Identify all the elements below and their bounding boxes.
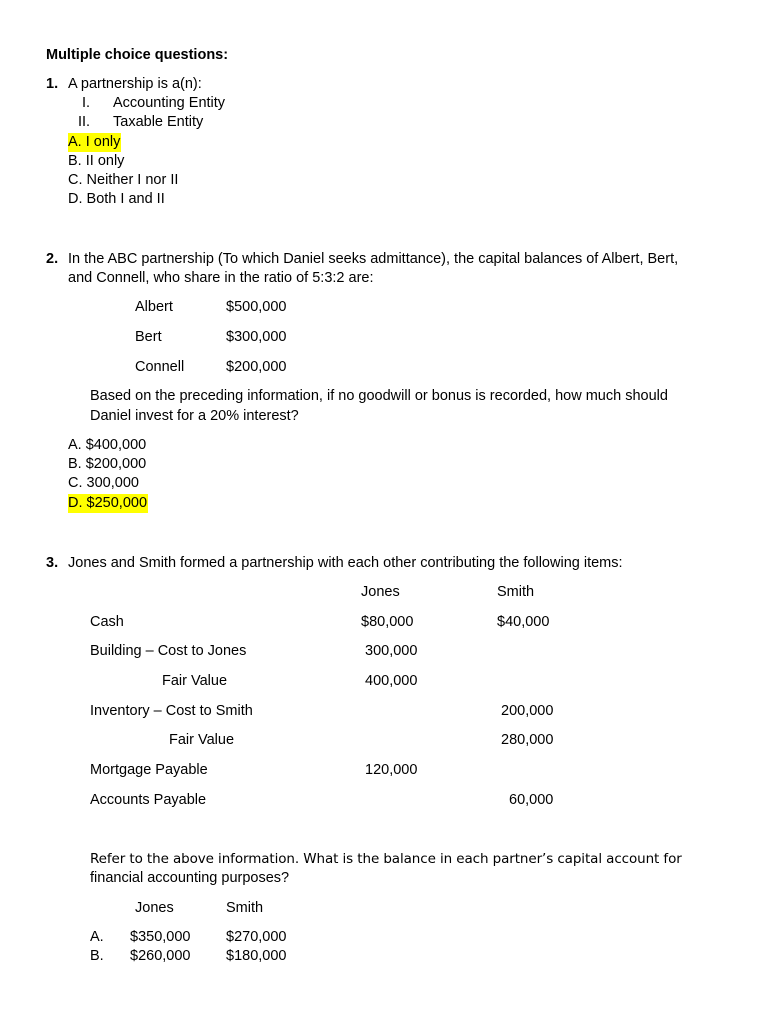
q3-answer-header-jones: Jones (135, 900, 174, 916)
q3-row-smith: $40,000 (497, 614, 550, 630)
q3-number: 3. (46, 555, 59, 571)
q3-row-label: Fair Value (169, 732, 235, 748)
q2-option-d-correct: D. $250,000 (68, 495, 148, 511)
q3-answer-jones: $260,000 (130, 948, 191, 964)
q3-question-line2: financial accounting purposes? (90, 870, 290, 886)
q2-partner-amount: $300,000 (226, 329, 287, 345)
q3-row-smith: 200,000 (501, 703, 554, 719)
q1-roman-num: I. (82, 95, 91, 111)
q3-answer-letter: B. (90, 948, 104, 964)
q1-option-a-correct: A. I only (68, 134, 121, 150)
q3-row-label: Inventory – Cost to Smith (90, 703, 253, 719)
q3-row-smith: 60,000 (509, 792, 554, 808)
q2-stem-line2: and Connell, who share in the ratio of 5:3:2 are: (68, 270, 374, 286)
q2-partner-name: Albert (135, 299, 173, 315)
q3-col-header-jones: Jones (361, 584, 400, 600)
q3-row-label: Cash (90, 614, 124, 630)
q3-row-label: Fair Value (162, 673, 228, 689)
q3-col-header-smith: Smith (497, 584, 535, 600)
q1-option-d: D. Both I and II (68, 191, 165, 207)
q1-roman-num: II. (78, 114, 91, 130)
q3-row-label: Accounts Payable (90, 792, 207, 808)
q2-partner-amount: $500,000 (226, 299, 287, 315)
q3-row-smith: 280,000 (501, 732, 554, 748)
q1-number: 1. (46, 76, 59, 92)
q2-stem-line1: In the ABC partnership (To which Daniel seeks admittance), the capital balances of Albert, Bert, (68, 251, 679, 267)
q2-number: 2. (46, 251, 59, 267)
q2-question-line2: Daniel invest for a 20% interest? (90, 408, 299, 424)
q2-option-a: A. $400,000 (68, 437, 147, 453)
q2-question-line1: Based on the preceding information, if no goodwill or bonus is recorded, how much should (90, 388, 668, 404)
q3-row-jones: 120,000 (365, 762, 418, 778)
q2-partner-amount: $200,000 (226, 359, 287, 375)
q3-row-label: Building – Cost to Jones (90, 643, 247, 659)
q3-row-label: Mortgage Payable (90, 762, 208, 778)
q3-answer-letter: A. (90, 929, 104, 945)
q3-question-line1: Refer to the above information. What is the balance in each partner’s capital account for (90, 851, 682, 867)
q1-roman-text: Accounting Entity (113, 95, 226, 111)
q1-roman-text: Taxable Entity (113, 114, 204, 130)
page-heading: Multiple choice questions: (46, 47, 229, 63)
q2-option-c: C. 300,000 (68, 475, 139, 491)
q3-answer-jones: $350,000 (130, 929, 191, 945)
q3-answer-smith: $180,000 (226, 948, 287, 964)
q3-row-jones: 400,000 (365, 673, 418, 689)
q1-option-c: C. Neither I nor II (68, 172, 179, 188)
q1-stem: A partnership is a(n): (68, 76, 202, 92)
q3-stem: Jones and Smith formed a partnership with each other contributing the following items: (68, 555, 623, 571)
q3-answer-header-smith: Smith (226, 900, 264, 916)
q2-option-b: B. $200,000 (68, 456, 147, 472)
q2-partner-name: Bert (135, 329, 162, 345)
q1-option-b: B. II only (68, 153, 125, 169)
q2-partner-name: Connell (135, 359, 185, 375)
q3-row-jones: $80,000 (361, 614, 414, 630)
q3-row-jones: 300,000 (365, 643, 418, 659)
q3-answer-smith: $270,000 (226, 929, 287, 945)
